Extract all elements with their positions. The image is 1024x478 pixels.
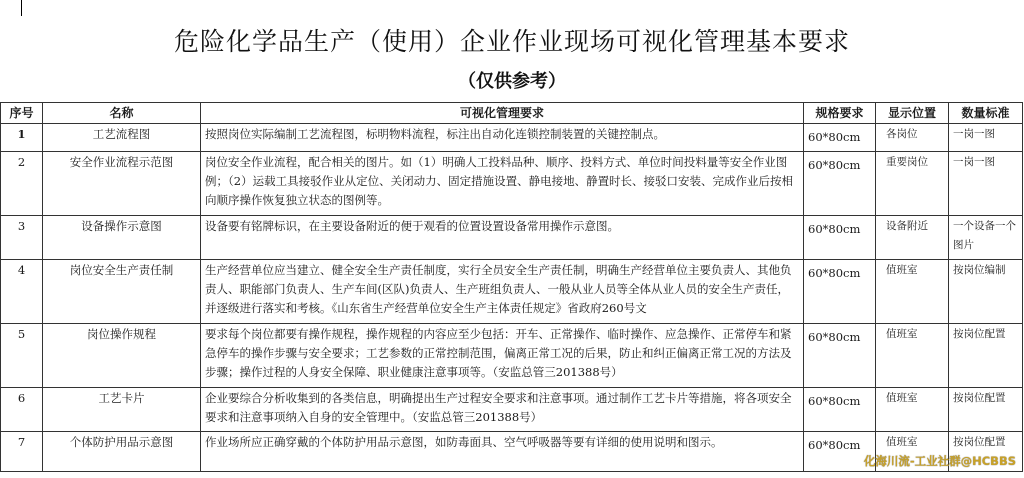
header-name: 名称 bbox=[43, 103, 201, 124]
header-quantity: 数量标准 bbox=[949, 103, 1023, 124]
row-position: 设备附近 bbox=[876, 216, 949, 260]
row-name: 个体防护用品示意图 bbox=[43, 432, 201, 472]
row-position: 重要岗位 bbox=[876, 152, 949, 216]
row-number: 6 bbox=[1, 388, 43, 432]
row-quantity: 一岗一图 bbox=[949, 124, 1023, 152]
header-position: 显示位置 bbox=[876, 103, 949, 124]
table-row bbox=[1, 124, 1023, 152]
row-spec: 60*80cm bbox=[804, 216, 876, 260]
row-position: 值班室 bbox=[876, 324, 949, 388]
watermark: 化海川流-工业社群@HCBBS bbox=[863, 454, 1016, 468]
row-number: 1 bbox=[1, 124, 43, 152]
row-name: 工艺卡片 bbox=[43, 388, 201, 432]
row-spec: 60*80cm bbox=[804, 124, 876, 152]
row-requirement: 作业场所应正确穿戴的个体防护用品示意图，如防毒面具、空气呼吸器等要有详细的使用说明和图示。 bbox=[201, 432, 804, 472]
row-quantity: 按岗位配置 bbox=[949, 432, 1023, 472]
row-name: 岗位操作规程 bbox=[43, 324, 201, 388]
row-spec: 60*80cm bbox=[804, 260, 876, 324]
row-quantity: 按岗位配置 bbox=[949, 388, 1023, 432]
row-name: 岗位安全生产责任制 bbox=[43, 260, 201, 324]
table-header-row bbox=[1, 103, 1023, 124]
header-spec: 规格要求 bbox=[804, 103, 876, 124]
row-number: 7 bbox=[1, 432, 43, 472]
row-name: 安全作业流程示范图 bbox=[43, 152, 201, 216]
table-row bbox=[1, 216, 1023, 260]
row-quantity: 一个设备一个图片 bbox=[949, 216, 1023, 260]
text-cursor bbox=[21, 0, 22, 16]
document-title: 危险化学品生产（使用）企业作业现场可视化管理基本要求 bbox=[173, 27, 850, 56]
row-spec: 60*80cm bbox=[804, 324, 876, 388]
row-quantity: 一岗一图 bbox=[949, 152, 1023, 216]
table-row bbox=[1, 324, 1023, 388]
row-position: 值班室 bbox=[876, 432, 949, 472]
row-spec: 60*80cm bbox=[804, 388, 876, 432]
document-subtitle: （仅供参考） bbox=[458, 71, 566, 92]
header-number: 序号 bbox=[1, 103, 43, 124]
row-quantity: 按岗位配置 bbox=[949, 324, 1023, 388]
row-requirement: 生产经营单位应当建立、健全安全生产责任制度，实行全员安全生产责任制，明确生产经营单位主要负责人、其他负责人、职能部门负责人、生产车间(区队)负责人、生产班组负责人、一般从业人员等全体从业人员的安全生产责任，并逐级进行落实和考核。《山东省生产经营单位安全生产主体责任规定》省政府260号文 bbox=[201, 260, 804, 324]
row-requirement: 要求每个岗位都要有操作规程，操作规程的内容应至少包括：开车、正常操作、临时操作、应急操作、正常停车和紧急停车的操作步骤与安全要求；工艺参数的正常控制范围，偏离正常工况的后果，防止和纠正偏离正常工况的方法及步骤；操作过程的人身安全保障、职业健康注意事项等。（安监总管三201388号） bbox=[201, 324, 804, 388]
row-name: 工艺流程图 bbox=[43, 124, 201, 152]
header-requirement: 可视化管理要求 bbox=[201, 103, 804, 124]
row-requirement: 按照岗位实际编制工艺流程图，标明物料流程，标注出自动化连锁控制装置的关键控制点。 bbox=[201, 124, 804, 152]
row-requirement: 岗位安全作业流程，配合相关的图片。如（1）明确人工投料品种、顺序、投料方式、单位时间投料量等安全作业图例；（2）运载工具接驳作业从定位、关闭动力、固定措施设置、静电接地、静置时长、接驳口安装、完成作业后按相向顺序操作恢复独立状态的图例等。 bbox=[201, 152, 804, 216]
requirements-table bbox=[0, 102, 1023, 472]
row-name: 设备操作示意图 bbox=[43, 216, 201, 260]
table-row bbox=[1, 152, 1023, 216]
row-requirement: 设备要有铭牌标识，在主要设备附近的便于观看的位置设置设备常用操作示意图。 bbox=[201, 216, 804, 260]
row-number: 4 bbox=[1, 260, 43, 324]
row-requirement: 企业要综合分析收集到的各类信息，明确提出生产过程安全要求和注意事项。通过制作工艺卡片等措施，将各项安全要求和注意事项纳入自身的安全管理中。（安监总管三201388号） bbox=[201, 388, 804, 432]
row-spec: 60*80cm bbox=[804, 152, 876, 216]
row-position: 各岗位 bbox=[876, 124, 949, 152]
table-row bbox=[1, 260, 1023, 324]
row-number: 2 bbox=[1, 152, 43, 216]
row-quantity: 按岗位编制 bbox=[949, 260, 1023, 324]
row-position: 值班室 bbox=[876, 260, 949, 324]
table-row bbox=[1, 388, 1023, 432]
row-number: 5 bbox=[1, 324, 43, 388]
row-number: 3 bbox=[1, 216, 43, 260]
row-position: 值班室 bbox=[876, 388, 949, 432]
row-spec: 60*80cm bbox=[804, 432, 876, 472]
